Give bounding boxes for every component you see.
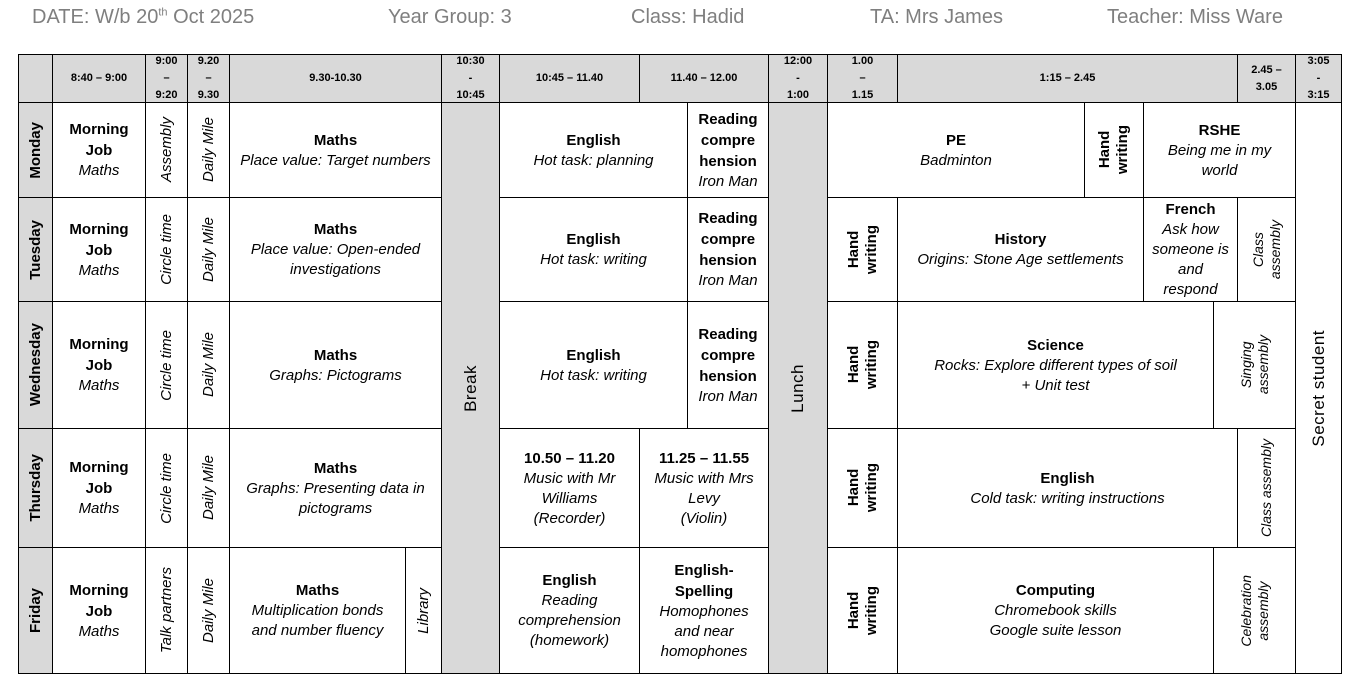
daily-mile-monday: Daily Mile <box>187 102 230 198</box>
time-header-0100: 1.00 – 1.15 <box>827 54 898 103</box>
time-header-1045: 10:45 – 11.40 <box>499 54 640 103</box>
maths-wednesday: Maths Graphs: Pictograms <box>229 301 442 429</box>
history-tuesday: History Origins: Stone Age settlements <box>897 197 1144 302</box>
spelling-friday: English- Spelling Homophones and near homophones <box>639 547 769 674</box>
handwriting-monday: Hand writing <box>1084 102 1144 198</box>
rshe-monday: RSHE Being me in my world <box>1143 102 1296 198</box>
day-label-thursday: Thursday <box>18 428 53 548</box>
science-wednesday: Science Rocks: Explore different types of soil + Unit test <box>897 301 1214 429</box>
daily-mile-thursday: Daily Mile <box>187 428 230 548</box>
english-wednesday: English Hot task: writing <box>499 301 688 429</box>
circle-time-tuesday: Circle time <box>145 197 188 302</box>
morning-job-wednesday: Morning Job Maths <box>52 301 146 429</box>
day-label-friday: Friday <box>18 547 53 674</box>
daily-mile-wednesday: Daily Mile <box>187 301 230 429</box>
english-monday: English Hot task: planning <box>499 102 688 198</box>
break-column: Break <box>441 102 500 674</box>
circle-time-wednesday: Circle time <box>145 301 188 429</box>
english-friday: English Reading comprehension (homework) <box>499 547 640 674</box>
class-assembly-tuesday: Class assembly <box>1237 197 1296 302</box>
time-header-1200: 12:00 - 1:00 <box>768 54 828 103</box>
time-header-0245: 2.45 – 3.05 <box>1237 54 1296 103</box>
lunch-column: Lunch <box>768 102 828 674</box>
day-label-tuesday: Tuesday <box>18 197 53 302</box>
header-year-group: Year Group: 3 <box>388 6 512 28</box>
day-label-wednesday: Wednesday <box>18 301 53 429</box>
reading-wednesday: Reading compre hension Iron Man <box>687 301 769 429</box>
maths-friday: Maths Multiplication bonds and number fluency <box>229 547 406 674</box>
time-header-1140: 11.40 – 12.00 <box>639 54 769 103</box>
handwriting-friday: Hand writing <box>827 547 898 674</box>
talk-partners-friday: Talk partners <box>145 547 188 674</box>
english-afternoon-thursday: English Cold task: writing instructions <box>897 428 1238 548</box>
maths-tuesday: Maths Place value: Open-ended investigations <box>229 197 442 302</box>
handwriting-thursday: Hand writing <box>827 428 898 548</box>
time-header-0920: 9.20 – 9.30 <box>187 54 230 103</box>
corner-cell <box>18 54 53 103</box>
day-label-monday: Monday <box>18 102 53 198</box>
pe-monday: PE Badminton <box>827 102 1085 198</box>
music-recorder-thursday: 10.50 – 11.20 Music with Mr Williams (Recorder) <box>499 428 640 548</box>
time-header-0900: 9:00 – 9:20 <box>145 54 188 103</box>
header-class: Class: Hadid <box>631 6 745 28</box>
header-ta: TA: Mrs James <box>870 6 1003 28</box>
library-friday: Library <box>405 547 442 674</box>
singing-assembly-wednesday: Singing assembly <box>1213 301 1296 429</box>
handwriting-tuesday: Hand writing <box>827 197 898 302</box>
celebration-assembly-friday: Celebration assembly <box>1213 547 1296 674</box>
handwriting-wednesday: Hand writing <box>827 301 898 429</box>
reading-tuesday: Reading compre hension Iron Man <box>687 197 769 302</box>
time-header-0305: 3:05 - 3:15 <box>1295 54 1342 103</box>
maths-thursday: Maths Graphs: Presenting data in pictograms <box>229 428 442 548</box>
morning-job-friday: Morning Job Maths <box>52 547 146 674</box>
header-teacher: Teacher: Miss Ware <box>1107 6 1283 28</box>
header-date: DATE: W/b 20th Oct 2025 <box>32 6 255 28</box>
music-violin-thursday: 11.25 – 11.55 Music with Mrs Levy (Violin) <box>639 428 769 548</box>
morning-job-tuesday: Morning Job Maths <box>52 197 146 302</box>
computing-friday: Computing Chromebook skills Google suite lesson <box>897 547 1214 674</box>
class-assembly-thursday: Class assembly <box>1237 428 1296 548</box>
morning-job-monday: Morning Job Maths <box>52 102 146 198</box>
assembly-monday: Assembly <box>145 102 188 198</box>
time-header-0930: 9.30-10.30 <box>229 54 442 103</box>
circle-time-thursday: Circle time <box>145 428 188 548</box>
time-header-0115: 1:15 – 2.45 <box>897 54 1238 103</box>
secret-student-column: Secret student <box>1295 102 1342 674</box>
time-header-0840: 8:40 – 9:00 <box>52 54 146 103</box>
reading-monday: Reading compre hension Iron Man <box>687 102 769 198</box>
daily-mile-tuesday: Daily Mile <box>187 197 230 302</box>
english-tuesday: English Hot task: writing <box>499 197 688 302</box>
maths-monday: Maths Place value: Target numbers <box>229 102 442 198</box>
french-tuesday: French Ask how someone is and respond <box>1143 197 1238 302</box>
time-header-1030: 10:30 - 10:45 <box>441 54 500 103</box>
morning-job-thursday: Morning Job Maths <box>52 428 146 548</box>
daily-mile-friday: Daily Mile <box>187 547 230 674</box>
